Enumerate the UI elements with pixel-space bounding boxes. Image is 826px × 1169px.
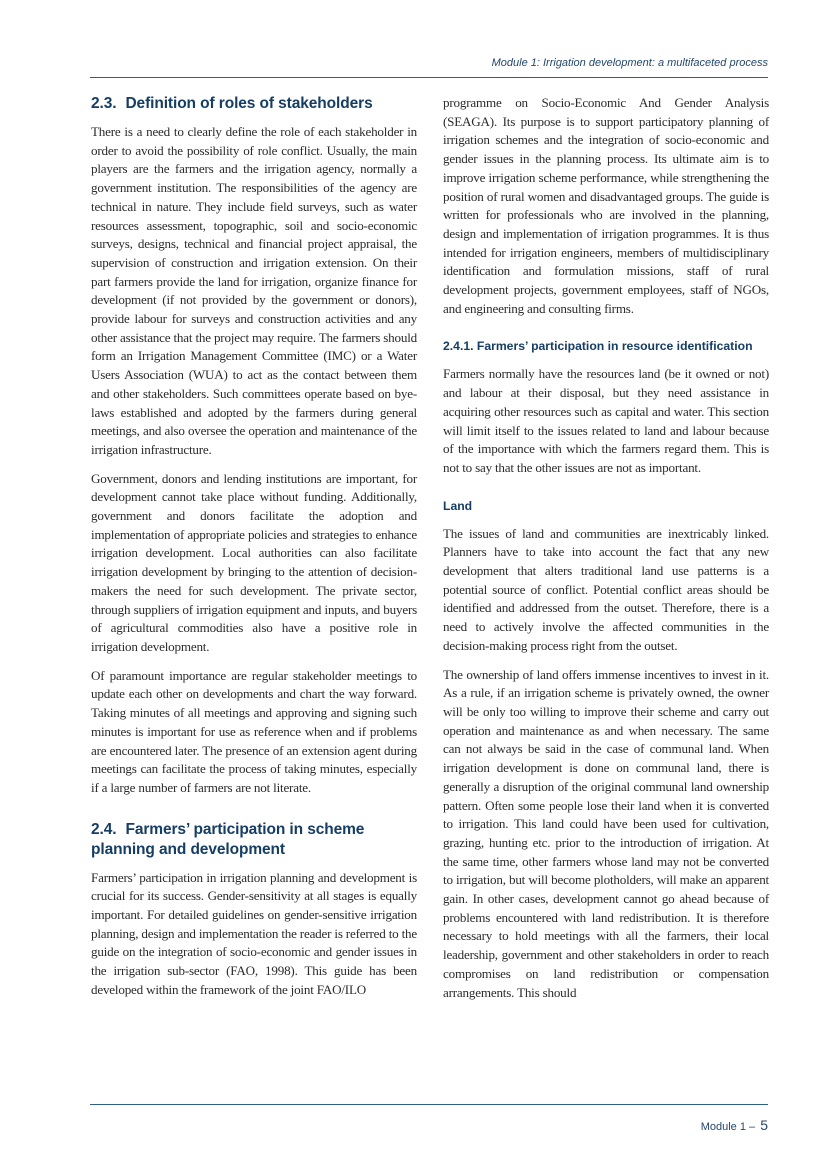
land-heading: Land (443, 498, 473, 513)
footer-label: Module 1 – (700, 1121, 756, 1133)
paragraph: Government, donors and lending institutions are important, for development cannot take place without funding. Additionally, government and donors facilitate the adoption and implementation of appropriate policies and strategies to enhance irrigation development. Local authorities can also facilitate irrigation development by bringing to the attention of decision-makers the need for such development. The private sector, through suppliers of irrigation equipment and inputs, and buyers of agricultural commodities also have a positive role in irrigation development. (91, 470, 417, 654)
footer-rule (90, 1104, 768, 1105)
section-title: Farmers’ participation in scheme planning and development (91, 820, 365, 858)
right-column (443, 94, 769, 1012)
left-column (91, 94, 417, 1010)
paragraph: The issues of land and communities are inextricably linked. Planners have to take into account the fact that any new development that alters traditional land use patterns is a potential source of conflict. Potential conflict areas should be identified and addressed from the outset. Therefore, there is a need to actively involve the affected communities in the decision-making process right from the outset. (443, 525, 769, 653)
paragraph: There is a need to clearly define the role of each stakeholder in order to avoid the possibility of role conflict. Usually, the main players are the farmers and the irrigation agency, normally a government institution. The responsibilities of the agency are technical in nature. They include field surveys, such as water resources assessment, topographic, soil and socio-economic surveys, designs, technical and financial project appraisal, the supervision of construction and irrigation extension. On their part farmers provide the land for irrigation, organize finance for development (if not provided by the government or donors), provide labour for surveys and construction activities and any other assistance that the project may require. The farmers should form an Irrigation Management Committee (IMC) or a Water Users Association (WUA) to act as the contact between them and other stakeholders. Such committees operate based on bye-laws established and adopted by the farmers during general meetings, and also oversee the operation and maintenance of the irrigation infrastructure. (91, 124, 417, 457)
subsection-heading-2-4-1: 2.4.1. Farmers’ participation in resource identification (443, 339, 753, 354)
section-number: 2.4. (91, 820, 117, 838)
section-title: Definition of roles of stakeholders (125, 95, 373, 112)
section-number: 2.3. (91, 95, 117, 112)
paragraph: Of paramount importance are regular stakeholder meetings to update each other on developments and chart the way forward. Taking minutes of all meetings and approving and signing such minutes is important for use as reference when and if problems are encountered later. The presence of an extension agent during meetings can facilitate the process of taking minutes, especially if a large number of farmers are not literate. (91, 667, 417, 795)
paragraph: Farmers normally have the resources land (be it owned or not) and labour at their disposal, but they need assistance in acquiring other resources such as capital and water. This section will limit itself to the issues related to land and labour because of the importance with which the farmers regard them. This is not to say that the other issues are not as important. (443, 366, 769, 475)
paragraph: The ownership of land offers immense incentives to invest in it. As a rule, if an irrigation scheme is privately owned, the owner will be only too willing to improve their scheme and carry out operation and maintenance as and when necessary. The same can not always be said in the case of communal land. When irrigation development is done on communal land, there is generally a disruption of the original communal land ownership pattern. Often some people lose their land when it is converted to irrigation. This land could have been used for cultivation, grazing, hunting etc. prior to the introduction of irrigation. At the same time, other farmers whose land may not be converted to irrigation, but will become plotholders, will make an apparent gain. In other cases, development cannot go ahead because of problems encountered with land redistribution. It is therefore necessary to hold meetings with all the farmers, their local leadership, government and other stakeholders in order to reach compromises on land redistribution or compensation arrangements. This should (443, 666, 769, 1000)
section-heading-2-3 (91, 94, 417, 114)
paragraph: Farmers’ participation in irrigation planning and development is crucial for its success. Gender-sensitivity at all stages is equally important. For detailed guidelines on gender-sensitive irrigation planning, design and implementation the reader is referred to the guide on the integration of socio-economic and gender issues in the irrigation sub-sector (FAO, 1998). This guide has been developed within the framework of the joint FAO/ILO (91, 869, 417, 997)
section-heading-2-4 (91, 820, 417, 860)
header-rule (90, 77, 768, 78)
page-number: 5 (760, 1117, 768, 1133)
running-header: Module 1: Irrigation development: a multifaceted process (491, 57, 768, 69)
paragraph: programme on Socio-Economic And Gender Analysis (SEAGA). Its purpose is to support participatory planning of irrigation schemes and the integration of socio-economic and gender issues in the planning process. Its ultimate aim is to improve irrigation scheme performance, while strengthening the position of rural women and disadvantaged groups. The guide is written for professionals who are involved in the planning, design and implementation of irrigation programmes. It is thus intended for irrigation engineers, members of multidisciplinary identification and formulation missions, staff of rural development projects, government employees, staff of NGOs, and engineering and consulting firms. (443, 95, 769, 316)
page-footer (90, 1117, 768, 1133)
